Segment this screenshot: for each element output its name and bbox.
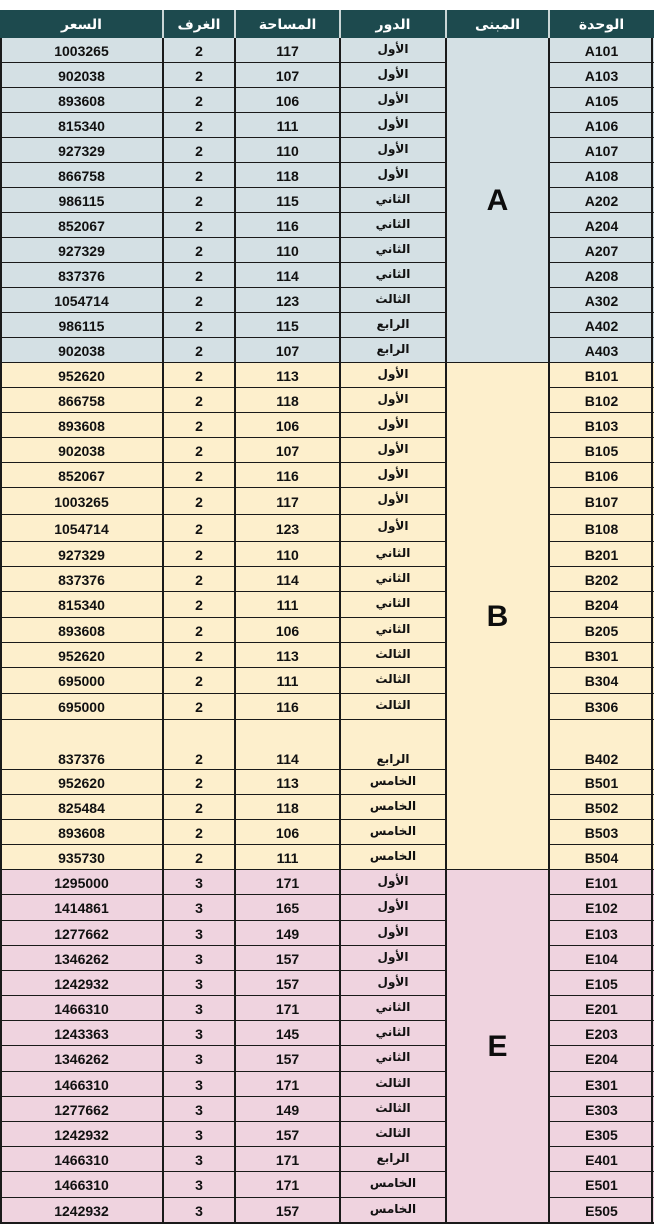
cell-floor: الأول xyxy=(377,417,409,431)
cell-price: 1054714 xyxy=(54,520,109,537)
cell-area: 111 xyxy=(276,117,299,134)
cell-rooms: 2 xyxy=(195,571,203,588)
cell-area: 111 xyxy=(276,849,299,866)
cell-unit: E201 xyxy=(585,1000,618,1017)
cell-price: 927329 xyxy=(58,242,105,259)
cell-floor: الأول xyxy=(377,975,409,989)
cell-unit: A202 xyxy=(584,192,619,209)
column-divider xyxy=(162,38,164,1223)
cell-floor: الأول xyxy=(377,442,409,456)
cell-area: 123 xyxy=(275,292,300,309)
table-row xyxy=(0,668,654,694)
cell-price: 825484 xyxy=(58,799,105,816)
table-row xyxy=(0,113,654,138)
cell-rooms: 2 xyxy=(195,546,203,563)
cell-rooms: 2 xyxy=(195,367,203,384)
table-row xyxy=(0,1021,654,1046)
cell-area: 106 xyxy=(275,824,300,841)
cell-floor: الثالث xyxy=(375,1101,411,1115)
cell-area: 113 xyxy=(276,774,299,791)
cell-rooms: 3 xyxy=(195,950,203,967)
cell-rooms: 2 xyxy=(195,699,203,715)
cell-floor: الثاني xyxy=(375,622,411,636)
cell-area: 157 xyxy=(275,950,300,967)
cell-rooms: 2 xyxy=(195,317,203,334)
cell-rooms: 2 xyxy=(195,824,203,841)
table-row xyxy=(0,213,654,238)
cell-rooms: 2 xyxy=(195,493,203,510)
cell-price: 852067 xyxy=(58,467,105,484)
cell-rooms: 2 xyxy=(195,167,203,184)
cell-price: 1277662 xyxy=(54,925,109,942)
cell-area: 106 xyxy=(275,92,300,109)
cell-price: 695000 xyxy=(58,673,105,689)
header-rooms: الغرف xyxy=(163,10,235,38)
cell-rooms: 3 xyxy=(195,1126,203,1143)
cell-unit: E203 xyxy=(585,1025,618,1042)
cell-price: 1466310 xyxy=(54,1076,109,1093)
cell-unit: E204 xyxy=(585,1051,618,1067)
table-row xyxy=(0,1122,654,1147)
cell-unit: A204 xyxy=(584,217,619,234)
cell-price: 1466310 xyxy=(54,1151,109,1168)
header-row xyxy=(0,10,654,38)
table-row xyxy=(0,895,654,921)
cell-area: 110 xyxy=(276,546,299,563)
cell-area: 116 xyxy=(276,217,299,234)
cell-unit: B108 xyxy=(584,520,619,537)
cell-unit: E305 xyxy=(585,1126,618,1143)
cell-rooms: 2 xyxy=(195,242,203,259)
cell-floor: الأول xyxy=(377,392,409,406)
cell-rooms: 2 xyxy=(195,67,203,84)
table-row xyxy=(0,1198,654,1223)
cell-price: 1414861 xyxy=(54,900,109,916)
cell-area: 157 xyxy=(275,1051,300,1067)
header-area: المساحة xyxy=(235,10,340,38)
cell-floor: الثالث xyxy=(375,647,411,661)
cell-unit: B501 xyxy=(584,774,619,791)
cell-rooms: 2 xyxy=(195,192,203,209)
cell-floor: الثاني xyxy=(375,596,411,610)
column-divider xyxy=(0,38,2,1223)
cell-rooms: 2 xyxy=(195,342,203,359)
cell-floor: الأول xyxy=(377,519,409,533)
table-row xyxy=(0,921,654,946)
cell-price: 1277662 xyxy=(54,1101,109,1118)
cell-price: 1466310 xyxy=(54,1177,109,1193)
cell-unit: B101 xyxy=(584,367,619,384)
cell-price: 837376 xyxy=(58,751,105,767)
cell-floor: الأول xyxy=(377,92,409,106)
cell-floor: الأول xyxy=(377,367,409,381)
column-divider xyxy=(339,38,341,1223)
cell-unit: E103 xyxy=(585,925,618,942)
cell-price: 927329 xyxy=(58,142,105,159)
cell-floor: الثاني xyxy=(375,571,411,585)
building-cell: B xyxy=(446,363,549,870)
cell-floor: الثاني xyxy=(375,217,411,231)
cell-price: 1054714 xyxy=(54,292,109,309)
table-row xyxy=(0,971,654,996)
cell-floor: الخامس xyxy=(369,1176,417,1190)
cell-unit: A101 xyxy=(584,42,619,59)
cell-unit: A108 xyxy=(584,167,619,184)
cell-rooms: 2 xyxy=(195,292,203,309)
table-row xyxy=(0,870,654,895)
table-row xyxy=(0,542,654,567)
cell-rooms: 3 xyxy=(195,1000,203,1017)
cell-rooms: 3 xyxy=(195,900,203,916)
cell-rooms: 2 xyxy=(195,647,203,664)
cell-floor: الثاني xyxy=(375,242,411,256)
cell-price: 1242932 xyxy=(54,1126,109,1143)
cell-area: 107 xyxy=(275,442,300,459)
cell-unit: B402 xyxy=(584,751,619,767)
cell-price: 952620 xyxy=(58,367,105,384)
cell-area: 149 xyxy=(275,1101,300,1118)
cell-price: 952620 xyxy=(58,774,105,791)
table-row xyxy=(0,720,654,770)
cell-floor: الثالث xyxy=(375,292,411,306)
cell-floor: الرابع xyxy=(376,1151,410,1165)
cell-unit: B105 xyxy=(584,442,619,459)
cell-area: 117 xyxy=(276,493,299,510)
cell-floor: الخامس xyxy=(369,849,417,863)
cell-price: 1466310 xyxy=(54,1000,109,1017)
cell-area: 157 xyxy=(275,1126,300,1143)
cell-floor: الرابع xyxy=(376,317,410,331)
cell-price: 1242932 xyxy=(54,1202,109,1219)
cell-rooms: 3 xyxy=(195,1177,203,1193)
table-row xyxy=(0,1072,654,1097)
cell-unit: B503 xyxy=(584,824,619,841)
table-row xyxy=(0,567,654,592)
cell-area: 106 xyxy=(275,417,300,434)
cell-area: 171 xyxy=(275,1000,300,1017)
cell-floor: الرابع xyxy=(376,342,410,356)
table-row xyxy=(0,946,654,971)
cell-price: 1295000 xyxy=(54,874,109,891)
cell-rooms: 2 xyxy=(195,392,203,409)
cell-floor: الأول xyxy=(377,950,409,964)
table-row xyxy=(0,388,654,413)
cell-price: 1003265 xyxy=(54,42,109,59)
cell-unit: B107 xyxy=(584,493,619,510)
cell-price: 902038 xyxy=(58,442,105,459)
cell-unit: A106 xyxy=(584,117,619,134)
cell-area: 113 xyxy=(276,647,299,664)
cell-rooms: 2 xyxy=(195,774,203,791)
table-row xyxy=(0,820,654,845)
cell-floor: الأول xyxy=(377,117,409,131)
cell-unit: A208 xyxy=(584,267,619,284)
cell-area: 113 xyxy=(276,367,299,384)
cell-unit: E303 xyxy=(585,1101,618,1118)
cell-area: 118 xyxy=(276,799,299,816)
cell-area: 111 xyxy=(276,597,299,613)
cell-area: 157 xyxy=(275,1202,300,1219)
table-row xyxy=(0,845,654,870)
column-divider xyxy=(445,38,447,1223)
table-row xyxy=(0,515,654,542)
cell-area: 116 xyxy=(276,467,299,484)
table-row xyxy=(0,163,654,188)
cell-price: 852067 xyxy=(58,217,105,234)
cell-rooms: 2 xyxy=(195,142,203,159)
cell-price: 893608 xyxy=(58,824,105,841)
table-row xyxy=(0,188,654,213)
cell-area: 110 xyxy=(276,142,299,159)
table-row xyxy=(0,463,654,488)
table-row xyxy=(0,238,654,263)
cell-floor: الخامس xyxy=(369,824,417,838)
cell-rooms: 2 xyxy=(195,442,203,459)
cell-floor: الثالث xyxy=(375,698,411,712)
building-cell: A xyxy=(446,38,549,363)
cell-price: 927329 xyxy=(58,546,105,563)
cell-unit: B102 xyxy=(584,392,619,409)
table-row xyxy=(0,363,654,388)
cell-area: 110 xyxy=(276,242,299,259)
table-row xyxy=(0,438,654,463)
cell-floor: الأول xyxy=(377,492,409,506)
cell-unit: E105 xyxy=(585,975,618,992)
cell-price: 986115 xyxy=(58,317,105,334)
cell-unit: A302 xyxy=(584,292,619,309)
cell-area: 171 xyxy=(275,1151,300,1168)
table-row xyxy=(0,63,654,88)
cell-price: 893608 xyxy=(58,622,105,639)
header-separator xyxy=(234,10,236,38)
cell-unit: A105 xyxy=(584,92,619,109)
cell-floor: الخامس xyxy=(369,774,417,788)
cell-price: 837376 xyxy=(58,571,105,588)
cell-area: 165 xyxy=(275,900,300,916)
cell-rooms: 3 xyxy=(195,1076,203,1093)
cell-floor: الثالث xyxy=(375,1126,411,1140)
cell-price: 902038 xyxy=(58,342,105,359)
cell-area: 145 xyxy=(275,1025,300,1042)
cell-area: 171 xyxy=(275,874,300,891)
cell-price: 935730 xyxy=(58,849,105,866)
cell-unit: A107 xyxy=(584,142,619,159)
table-row xyxy=(0,694,654,720)
table-row xyxy=(0,263,654,288)
cell-unit: E501 xyxy=(585,1177,618,1193)
table-row xyxy=(0,795,654,820)
cell-area: 115 xyxy=(276,192,299,209)
cell-unit: E301 xyxy=(585,1076,618,1093)
cell-area: 114 xyxy=(276,751,299,767)
cell-area: 114 xyxy=(276,571,299,588)
cell-floor: الثالث xyxy=(375,672,411,686)
cell-unit: A207 xyxy=(584,242,619,259)
cell-rooms: 2 xyxy=(195,673,203,689)
table-row xyxy=(0,413,654,438)
cell-unit: B106 xyxy=(584,467,619,484)
cell-price: 893608 xyxy=(58,417,105,434)
table-row xyxy=(0,1147,654,1172)
cell-rooms: 2 xyxy=(195,467,203,484)
header-separator xyxy=(548,10,550,38)
cell-floor: الثاني xyxy=(375,1025,411,1039)
column-divider xyxy=(651,38,653,1223)
table-row xyxy=(0,643,654,668)
cell-area: 106 xyxy=(275,622,300,639)
cell-rooms: 2 xyxy=(195,117,203,134)
cell-area: 171 xyxy=(275,1177,300,1193)
cell-rooms: 3 xyxy=(195,1025,203,1042)
cell-price: 866758 xyxy=(58,167,105,184)
cell-rooms: 2 xyxy=(195,417,203,434)
column-divider xyxy=(234,38,236,1223)
cell-area: 118 xyxy=(276,167,299,184)
cell-price: 986115 xyxy=(58,192,105,209)
cell-rooms: 2 xyxy=(195,92,203,109)
cell-price: 1003265 xyxy=(54,493,109,510)
cell-unit: B306 xyxy=(584,699,619,715)
cell-area: 123 xyxy=(275,520,300,537)
table-row xyxy=(0,313,654,338)
cell-unit: B202 xyxy=(584,571,619,588)
group-divider xyxy=(0,1222,654,1224)
cell-unit: A402 xyxy=(584,317,619,334)
cell-price: 1346262 xyxy=(54,950,109,967)
cell-area: 117 xyxy=(276,42,299,59)
cell-price: 695000 xyxy=(58,699,105,715)
cell-floor: الخامس xyxy=(369,799,417,813)
cell-area: 114 xyxy=(276,267,299,284)
cell-floor: الثاني xyxy=(375,1000,411,1014)
cell-rooms: 2 xyxy=(195,849,203,866)
cell-unit: E102 xyxy=(585,900,618,916)
table-row xyxy=(0,1046,654,1072)
table-row xyxy=(0,1097,654,1122)
cell-area: 118 xyxy=(276,392,299,409)
cell-floor: الثالث xyxy=(375,1076,411,1090)
cell-area: 171 xyxy=(275,1076,300,1093)
table-row xyxy=(0,1172,654,1198)
cell-floor: الثاني xyxy=(375,192,411,206)
cell-unit: E505 xyxy=(585,1202,618,1219)
cell-area: 107 xyxy=(275,342,300,359)
cell-rooms: 3 xyxy=(195,1101,203,1118)
cell-unit: B103 xyxy=(584,417,619,434)
building-cell: E xyxy=(446,870,549,1223)
cell-rooms: 2 xyxy=(195,520,203,537)
table-row xyxy=(0,488,654,515)
cell-area: 115 xyxy=(276,317,299,334)
cell-floor: الخامس xyxy=(369,1202,417,1216)
cell-area: 111 xyxy=(276,673,299,689)
cell-rooms: 3 xyxy=(195,1051,203,1067)
header-price: السعر xyxy=(0,10,163,38)
cell-unit: A103 xyxy=(584,67,619,84)
cell-floor: الرابع xyxy=(376,752,410,766)
header-separator xyxy=(162,10,164,38)
cell-price: 866758 xyxy=(58,392,105,409)
cell-area: 157 xyxy=(275,975,300,992)
cell-floor: الأول xyxy=(377,67,409,81)
cell-rooms: 3 xyxy=(195,874,203,891)
cell-unit: B205 xyxy=(584,622,619,639)
cell-floor: الأول xyxy=(377,167,409,181)
cell-area: 107 xyxy=(275,67,300,84)
table-row xyxy=(0,996,654,1021)
cell-rooms: 2 xyxy=(195,217,203,234)
table-row xyxy=(0,592,654,618)
column-divider xyxy=(548,38,550,1223)
cell-unit: E401 xyxy=(585,1151,618,1168)
table-row xyxy=(0,618,654,643)
cell-rooms: 2 xyxy=(195,597,203,613)
cell-price: 952620 xyxy=(58,647,105,664)
header-separator xyxy=(339,10,341,38)
cell-price: 893608 xyxy=(58,92,105,109)
cell-floor: الأول xyxy=(377,467,409,481)
cell-rooms: 2 xyxy=(195,267,203,284)
cell-price: 1242932 xyxy=(54,975,109,992)
cell-floor: الثاني xyxy=(375,1050,411,1064)
cell-rooms: 2 xyxy=(195,751,203,767)
table-row xyxy=(0,88,654,113)
table-row xyxy=(0,770,654,795)
cell-unit: B301 xyxy=(584,647,619,664)
cell-unit: A403 xyxy=(584,342,619,359)
table-row xyxy=(0,338,654,363)
cell-unit: E104 xyxy=(585,950,618,967)
cell-rooms: 3 xyxy=(195,975,203,992)
cell-price: 1346262 xyxy=(54,1051,109,1067)
cell-floor: الأول xyxy=(377,874,409,888)
cell-price: 837376 xyxy=(58,267,105,284)
cell-area: 149 xyxy=(275,925,300,942)
table-row xyxy=(0,138,654,163)
cell-rooms: 2 xyxy=(195,42,203,59)
cell-rooms: 3 xyxy=(195,925,203,942)
cell-unit: B304 xyxy=(584,673,619,689)
cell-unit: E101 xyxy=(585,874,618,891)
header-unit: الوحدة xyxy=(549,10,654,38)
header-floor: الدور xyxy=(340,10,446,38)
cell-floor: الأول xyxy=(377,142,409,156)
cell-rooms: 3 xyxy=(195,1202,203,1219)
cell-rooms: 3 xyxy=(195,1151,203,1168)
cell-price: 815340 xyxy=(58,117,105,134)
cell-area: 116 xyxy=(276,699,299,715)
cell-rooms: 2 xyxy=(195,622,203,639)
cell-price: 902038 xyxy=(58,67,105,84)
cell-floor: الأول xyxy=(377,42,409,56)
table-row xyxy=(0,38,654,63)
table-row xyxy=(0,288,654,313)
cell-unit: B201 xyxy=(584,546,619,563)
cell-unit: B504 xyxy=(584,849,619,866)
cell-rooms: 2 xyxy=(195,799,203,816)
cell-unit: B502 xyxy=(584,799,619,816)
cell-unit: B204 xyxy=(584,597,619,613)
header-separator xyxy=(445,10,447,38)
cell-price: 1243363 xyxy=(54,1025,109,1042)
cell-floor: الأول xyxy=(377,925,409,939)
cell-price: 815340 xyxy=(58,597,105,613)
header-building: المبنى xyxy=(446,10,549,38)
cell-floor: الثاني xyxy=(375,546,411,560)
cell-floor: الثاني xyxy=(375,267,411,281)
cell-floor: الأول xyxy=(377,899,409,913)
